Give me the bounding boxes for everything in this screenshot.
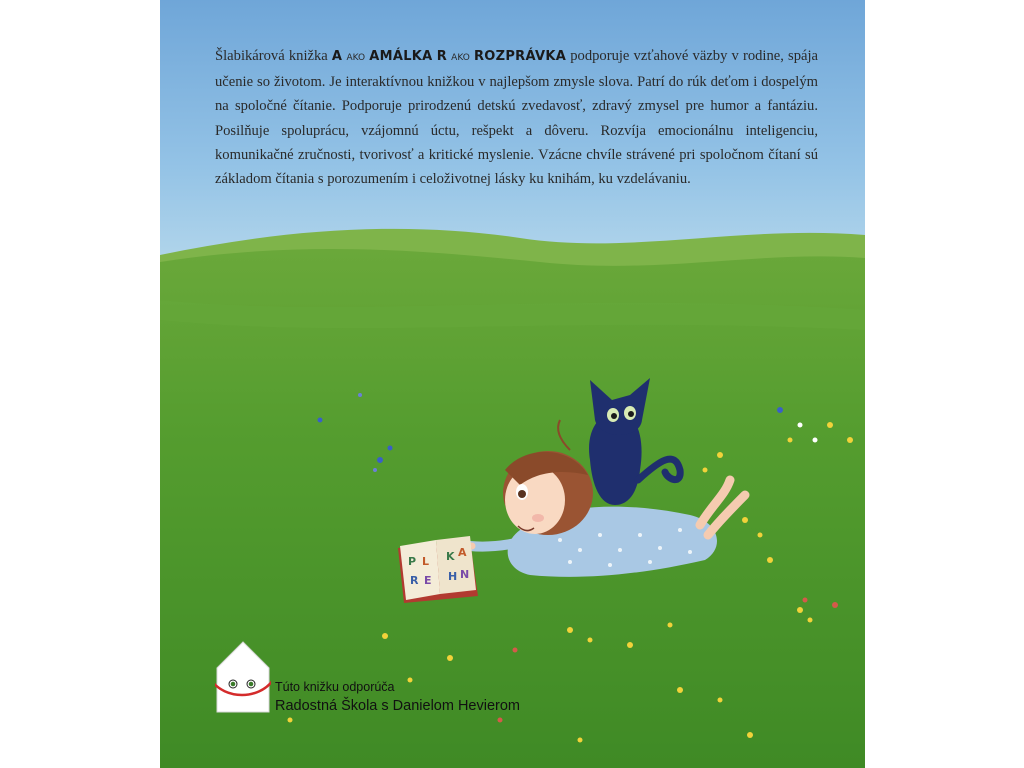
book-letter: K: [446, 550, 455, 563]
open-book: [398, 536, 478, 603]
title-ako: AKO: [346, 53, 366, 63]
book-description: [215, 44, 818, 191]
recommender-name: Radostná Škola s Danielom Hevierom: [275, 698, 520, 714]
description-body: podporuje vzťahové väzby v rodine, spája učenie so životom. Je interaktívnou knižkou v najlepšom zmysle slova. Patrí do rúk deťom i dospelým na spoločné čítanie. Podporuje prirodzenú detskú zvedavosť, zdravý zmysel pre humor a fantáziu. Posilňuje spoluprácu, vzájomnú úctu, rešpekt a dôveru. Rozvíja emocionálnu inteligenciu, komunikačné zručnosti, tvorivosť a kritické myslenie. Vzácne chvíle strávené pri spoločnom čítaní sú základom čítania s porozumením i celoživotnej lásky ku knihám, ku vzdelávaniu.: [215, 48, 819, 188]
house-logo-icon: [215, 640, 271, 714]
recommendation-block: [215, 640, 715, 720]
title-letter-r: R: [436, 49, 447, 64]
title-ako: AKO: [451, 53, 470, 63]
title-letter-a: A: [331, 49, 343, 64]
book-letter: R: [410, 574, 419, 587]
title-rozpravka: ROZPRÁVKA: [473, 49, 567, 64]
book-letter: H: [448, 570, 458, 583]
book-letter: P: [408, 555, 417, 568]
book-letter: N: [460, 568, 470, 581]
book-letter: A: [458, 546, 467, 559]
book-page: [160, 0, 865, 768]
title-amalka: AMÁLKA: [369, 49, 433, 64]
recommendation-line: Túto knižku odporúča: [275, 680, 395, 694]
book-letter: E: [424, 574, 432, 587]
book-letter: L: [422, 555, 430, 568]
intro-text: Šlabikárová knižka: [215, 48, 328, 64]
